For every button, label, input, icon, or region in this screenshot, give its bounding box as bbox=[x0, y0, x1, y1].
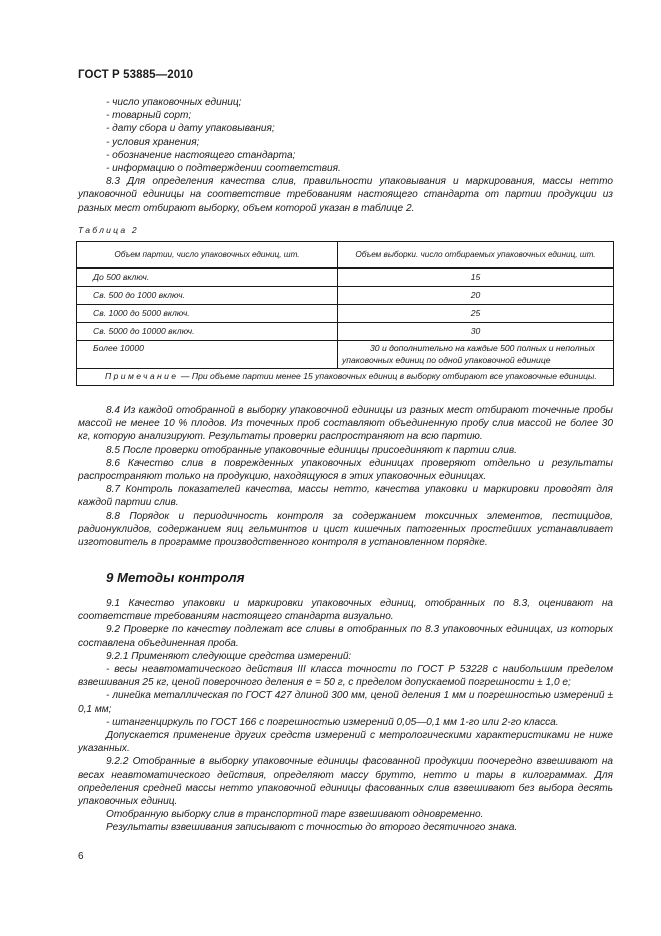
sample-size-cell: 20 bbox=[338, 287, 614, 305]
paragraph-8-6: 8.6 Качество слив в поврежденных упаковочных единицах проверяют отдельно и результаты распространяют только на продукцию, находящуюся в этих упаковочных единицах. bbox=[78, 457, 613, 483]
table-caption: Таблица 2 bbox=[78, 225, 139, 235]
document-header-id: ГОСТ Р 53885—2010 bbox=[78, 69, 194, 81]
paragraph-8-4: 8.4 Из каждой отобранной в выборку упаковочной единицы из разных мест отбирают точечные пробы массой не менее 10 % плодов. Из точечных проб составляют объединенную пробу слив массой не более 30 кг, которую анализируют. Результаты проверки распространяют на всю партию. bbox=[78, 405, 613, 443]
lot-size-cell: Более 10000 bbox=[77, 341, 338, 369]
section-8-paragraphs bbox=[78, 404, 613, 549]
lot-size-cell: Св. 1000 до 5000 включ. bbox=[77, 305, 338, 323]
sample-size-cell: 15 bbox=[338, 268, 614, 287]
table-row bbox=[77, 341, 614, 369]
instrument-ruler: - линейка металлическая по ГОСТ 427 длиной 300 мм, ценой деления 1 мм и погрешностью измерений ± 0,1 мм; bbox=[78, 690, 613, 715]
paragraph-alternatives: Допускается применение других средств измерений с метрологическими характеристиками не ниже указанных. bbox=[78, 730, 613, 755]
list-item: - условия хранения; bbox=[106, 136, 200, 148]
list-item: - дату сбора и дату упаковывания; bbox=[106, 123, 275, 135]
sample-size-cell: 30 bbox=[338, 323, 614, 341]
list-item: - обозначение настоящего стандарта; bbox=[106, 149, 296, 161]
paragraph-weighing-precision: Результаты взвешивания записывают с точностью до второго десятичного знака. bbox=[106, 822, 518, 834]
column-header-sample-size: Объем выборки. число отбираемых упаковочных единиц, шт. bbox=[338, 242, 614, 269]
note-label: Примечание bbox=[105, 371, 179, 382]
note-text: — При объеме партии менее 15 упаковочных единиц в выборку отбирают все упаковочные единицы. bbox=[178, 371, 597, 382]
sample-size-cell: 25 bbox=[338, 305, 614, 323]
section-9-paragraphs bbox=[78, 597, 613, 835]
paragraph-8-3: 8.3 Для определения качества слив, правильности упаковывания и маркирования, массы нетто упаковочной единицы на соответствие требованиям настоящего стандарта от партии продукции из разных мест отбирают выборку, объем которой указан в таблице 2. bbox=[78, 176, 613, 214]
paragraph-9-2: 9.2 Проверке по качеству подлежат все сливы в отобранных по 8.3 упаковочных единицах, из которых составлена объединенная проба. bbox=[78, 624, 613, 649]
page-number: 6 bbox=[78, 851, 84, 862]
sample-size-cell: 30 и дополнительно на каждые 500 полных и неполных упаковочных единиц по одной упаковочной единице bbox=[338, 341, 614, 369]
paragraph-9-1: 9.1 Качество упаковки и маркировки упаковочных единиц, отобранных по 8.3, оценивают на соответствие требованиям настоящего стандарта визуально. bbox=[78, 598, 613, 623]
sample-size-table bbox=[76, 241, 614, 386]
list-item: - число упаковочных единиц; bbox=[106, 97, 242, 108]
column-header-lot-size: Объем партии, число упаковочных единиц, шт. bbox=[77, 242, 338, 269]
instrument-caliper: - штангенциркуль по ГОСТ 166 с погрешностью измерений 0,05—0,1 мм 1-го или 2-го класса. bbox=[106, 716, 559, 728]
marking-list-block bbox=[78, 96, 613, 215]
table-note bbox=[77, 369, 614, 386]
paragraph-9-2-2: 9.2.2 Отобранные в выборку упаковочные единицы фасованной продукции поочередно взвешивают на весах неавтоматического действия, определяют массу брутто, нетто и тары в килограммах. Для определения средней массы нетто упаковочной единицы фасованных слив взвешивают без выбора десять упаковочных единиц. bbox=[78, 756, 613, 808]
list-item: - товарный сорт; bbox=[106, 110, 192, 122]
paragraph-9-2-1: 9.2.1 Применяют следующие средства измерений: bbox=[106, 650, 352, 662]
lot-size-cell: Св. 500 до 1000 включ. bbox=[77, 287, 338, 305]
table-row bbox=[77, 287, 614, 305]
section-9-heading: 9 Методы контроля bbox=[106, 570, 245, 585]
lot-size-cell: Св. 5000 до 10000 включ. bbox=[77, 323, 338, 341]
table-note-row bbox=[77, 369, 614, 386]
list-item: - информацию о подтверждении соответствия. bbox=[106, 163, 341, 175]
lot-size-cell: До 500 включ. bbox=[77, 268, 338, 287]
table-row bbox=[77, 268, 614, 287]
paragraph-8-8: 8.8 Порядок и периодичность контроля за содержанием токсичных элементов, пестицидов, радионуклидов, содержанием яиц гельминтов и цист кишечных патогенных простейших устанавливает изготовитель в программе производственного контроля в установленном порядке. bbox=[78, 510, 613, 549]
paragraph-8-5: 8.5 После проверки отобранные упаковочные единицы присоединяют к партии слив. bbox=[106, 444, 517, 456]
paragraph-8-7: 8.7 Контроль показателей качества, массы нетто, качества упаковки и маркировки проводят для каждой партии слив. bbox=[78, 484, 613, 509]
instrument-scales: - весы неавтоматического действия III класса точности по ГОСТ Р 53228 с наибольшим пределом взвешивания 25 кг, ценой поверочного деления е = 50 г, с пределом допускаемой погрешности ± 1,0 е; bbox=[78, 664, 613, 689]
paragraph-transport-weighing: Отобранную выборку слив в транспортной таре взвешивают одновременно. bbox=[106, 809, 484, 821]
table-header-row bbox=[77, 242, 614, 269]
table-row bbox=[77, 305, 614, 323]
table-row bbox=[77, 323, 614, 341]
